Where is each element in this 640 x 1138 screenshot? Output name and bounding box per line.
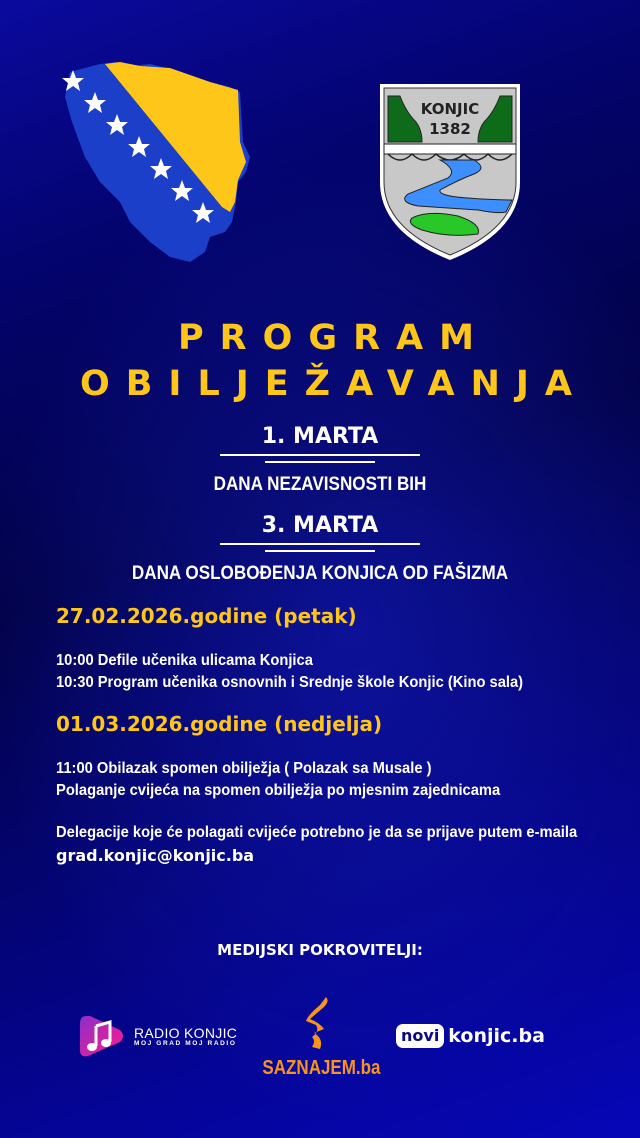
- svg-text:1382: 1382: [429, 120, 471, 138]
- occasion-date-2: 3. MARTA: [261, 513, 379, 538]
- schedule-item: 10:30 Program učenika osnovnih i Srednje škole Konjic (Kino sala): [56, 674, 524, 691]
- title-line-1: PROGRAM: [178, 318, 490, 358]
- schedule-date-2: 01.03.2026.godine (nedjelja): [56, 712, 383, 736]
- saznajem-logo[interactable]: [252, 995, 387, 1080]
- radio-konjic-logo[interactable]: [80, 1012, 237, 1060]
- saznajem-icon: [300, 995, 340, 1055]
- schedule-item: Polaganje cvijeća na spomen obilježja po mjesnim zajednicama: [56, 782, 501, 799]
- occasion-description-2: DANA OSLOBOĐENJA KONJICA OD FAŠIZMA: [131, 563, 509, 584]
- divider: [265, 550, 375, 552]
- divider: [220, 454, 420, 456]
- novi-badge: novi: [396, 1024, 444, 1048]
- konjic-coat-of-arms-icon: [378, 82, 522, 262]
- bih-flag-map-icon: [60, 62, 250, 262]
- novi-konjic-logo[interactable]: [396, 1024, 545, 1048]
- contact-email-link[interactable]: grad.konjic@konjic.ba: [56, 846, 255, 865]
- schedule-item: 10:00 Defile učenika ulicama Konjica: [56, 652, 313, 669]
- schedule-date-1: 27.02.2026.godine (petak): [56, 604, 357, 628]
- occasion-date-1: 1. MARTA: [261, 424, 379, 449]
- notice-text: Delegacije koje će polagati cvijeće potrebno je da se prijave putem e-maila: [56, 824, 578, 841]
- svg-text:KONJIC: KONJIC: [420, 100, 480, 118]
- music-note-play-icon: [80, 1012, 126, 1060]
- novi-domain: konjic.ba: [448, 1025, 545, 1047]
- divider: [265, 461, 375, 463]
- radio-tagline: MOJ GRAD MOJ RADIO: [134, 1039, 237, 1047]
- schedule-item: 11:00 Obilazak spomen obilježja ( Polazak sa Musale ): [56, 760, 432, 777]
- radio-name: RADIO KONJIC: [134, 1024, 238, 1041]
- saznajem-name: SAZNAJEM.ba: [262, 1057, 381, 1079]
- divider: [220, 543, 420, 545]
- title-line-2: OBILJEŽAVANJA: [80, 364, 588, 404]
- occasion-description-1: DANA NEZAVISNOSTI BIH: [213, 474, 427, 495]
- sponsors-title: MEDIJSKI POKROVITELJI:: [217, 941, 423, 959]
